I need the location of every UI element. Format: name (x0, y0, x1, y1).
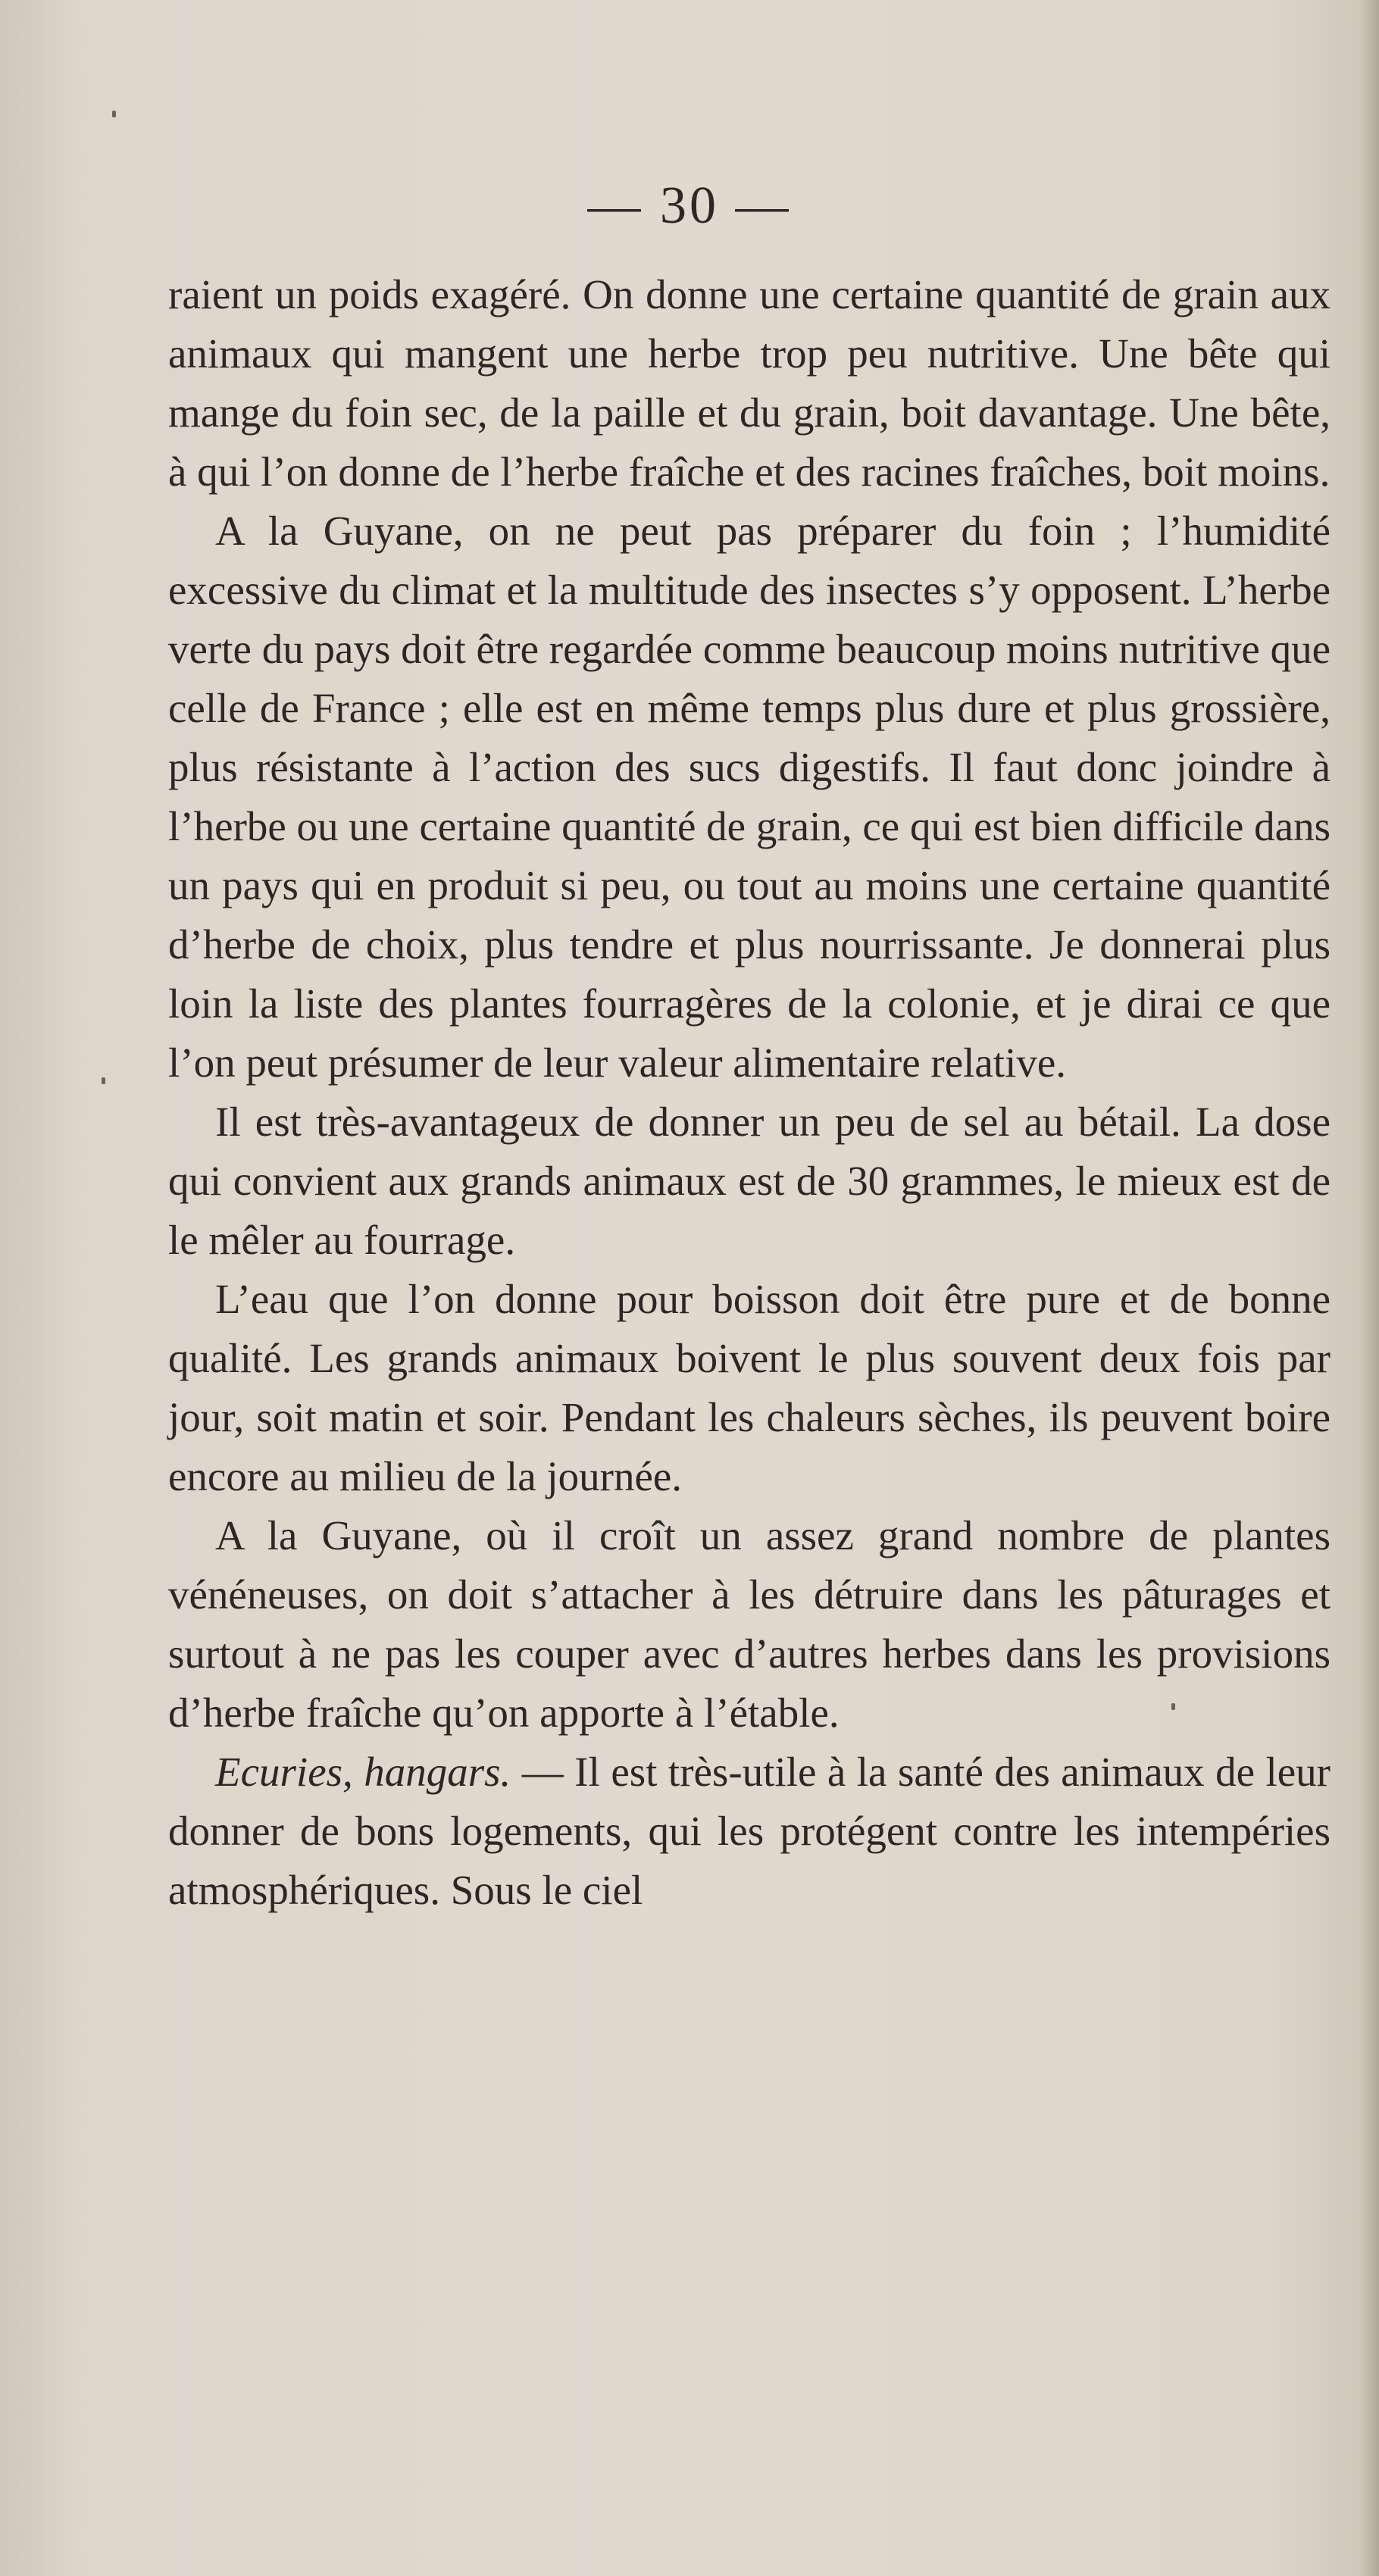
paragraph-5: A la Guyane, où il croît un assez grand nombre de plantes vénéneuses, on doit s’attacher à les détruire dans les pâturages et surtout à ne pas les couper avec d’autres herbes dans les provisions d’herbe fraîche qu’on apporte à l’étable. (168, 1512, 1331, 1736)
section-heading: Ecuries, hangars. (215, 1749, 511, 1795)
paragraph-4: L’eau que l’on donne pour boisson doit être pure et de bonne qualité. Les grands animaux boivent le plus souvent deux fois par jour, soit matin et soir. Pendant les chaleurs sèches, ils peuvent boire encore au milieu de la journée. (168, 1276, 1331, 1499)
paragraph-3: Il est très-avantageux de donner un peu de sel au bétail. La dose qui convient aux grands animaux est de 30 grammes, le mieux est de le mêler au fourrage. (168, 1099, 1331, 1263)
page-number: — 30 — (587, 177, 792, 235)
paragraph-6 (168, 1743, 1331, 1920)
paragraph-2: A la Guyane, on ne peut pas préparer du foin ; l’humidité excessive du climat et la multitude des insectes s’y opposent. L’herbe verte du pays doit être regardée comme beaucoup moins nutritive que celle de France ; elle est en même temps plus dure et plus grossière, plus résistante à l’action des sucs digestifs. Il faut donc joindre à l’herbe ou une certaine quantité de grain, ce qui est bien difficile dans un pays qui en produit si peu, ou tout au moins une certaine quantité d’herbe de choix, plus tendre et plus nourrissante. Je donnerai plus loin la liste des plantes fourragères de la colonie, et je dirai ce que l’on peut présumer de leur valeur alimentaire relative. (168, 508, 1331, 1086)
paper-speck (112, 111, 116, 117)
page-body (168, 265, 1331, 1920)
paragraph-1: raient un poids exagéré. On donne une certaine quantité de grain aux animaux qui mangent une herbe trop peu nutritive. Une bête qui mange du foin sec, de la paille et du grain, boit davantage. Une bête, à qui l’on donne de l’herbe fraîche et des racines fraîches, boit moins. (168, 271, 1331, 495)
page-edge-shadow (1359, 0, 1379, 2576)
paragraph-6-text: — Il est très-utile à la santé des animaux de leur donner de bons logements, qui les protégent contre les intempéries atmosphériques. Sous le ciel (168, 1749, 1331, 1913)
paper-speck (1171, 1703, 1175, 1710)
paper-speck (102, 1077, 105, 1084)
